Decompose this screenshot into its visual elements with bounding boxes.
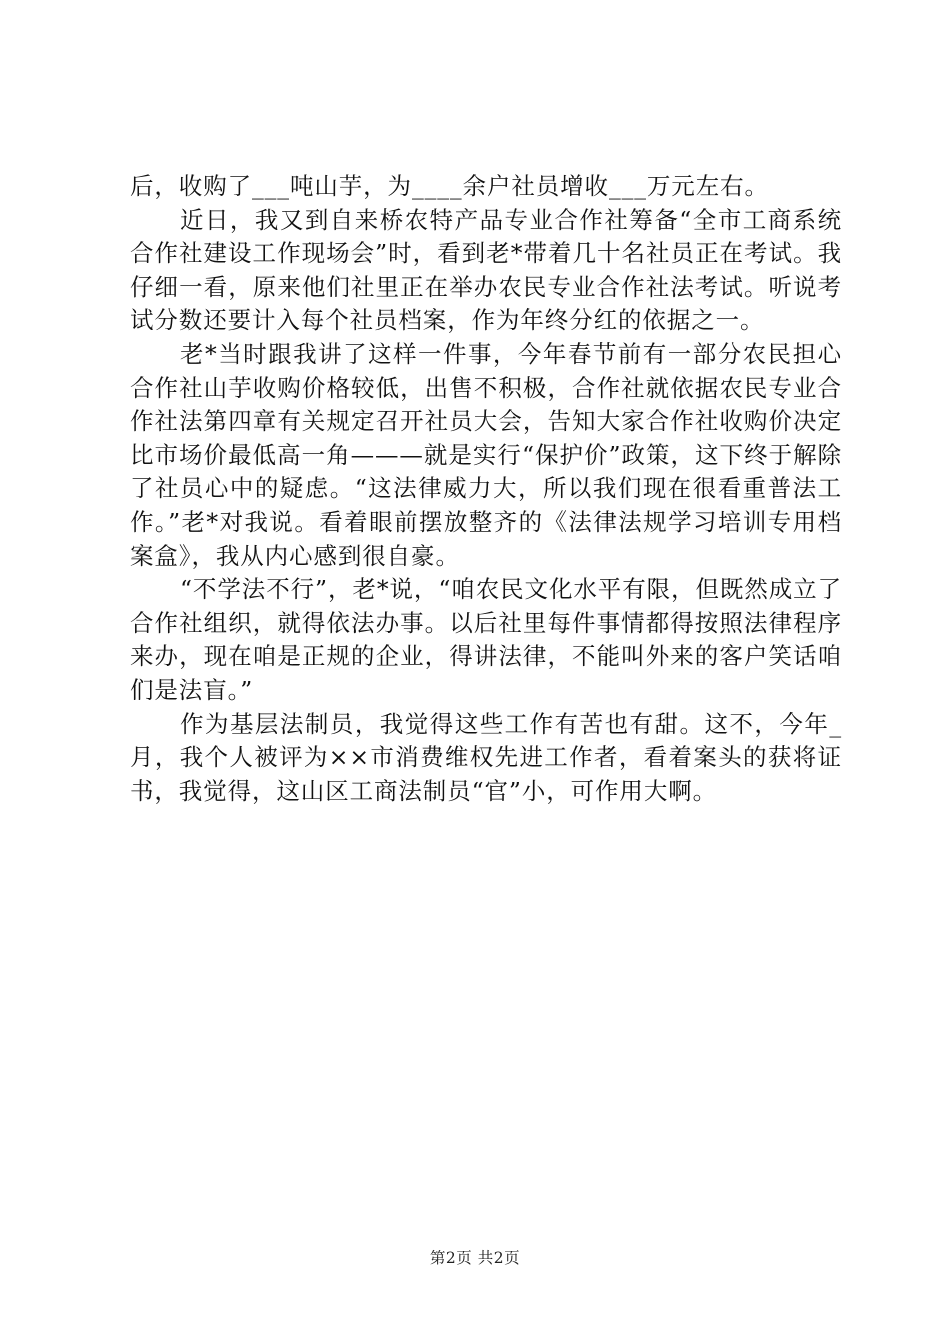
page-number-label: 第2页 共2页 bbox=[429, 1249, 521, 1267]
paragraph-protection-price: 老*当时跟我讲了这样一件事，今年春节前有一部分农民担心合作社山芋收购价格较低，出售不积极，合作社就依据农民专业合作社法第四章有关规定召开社员大会，告知大家合作社收购价决定比市场价最低高一角———就是实行“保护价”政策，这下终于解除了社员心中的疑虑。“这法律威力大，所以我们现在很看重普法工作。”老*对我说。看着眼前摆放整齐的《法律法规学习培训专用档案盒》，我从内心感到很自豪。 bbox=[130, 339, 842, 570]
page-footer bbox=[0, 1246, 950, 1268]
paragraph-exam-visit: 近日，我又到自来桥农特产品专业合作社筹备“全市工商系统合作社建设工作现场会”时，看到老*带着几十名社员正在考试。我仔细一看，原来他们社里正在举办农民专业合作社法考试。听说考试分数还要计入每个社员档案，作为年终分红的依据之一。 bbox=[130, 205, 842, 335]
document-body bbox=[130, 170, 842, 808]
paragraph-closing-reflection: 作为基层法制员，我觉得这些工作有苦也有甜。这不，今年_月，我个人被评为××市消费维权先进工作者，看着案头的获将证书，我觉得，这山区工商法制员“官”小，可作用大啊。 bbox=[130, 709, 842, 805]
paragraph-continuation: 后，收购了___吨山芋，为____余户社员增收___万元左右。 bbox=[130, 172, 769, 200]
paragraph-learn-law-quote: “不学法不行”，老*说，“咱农民文化水平有限，但既然成立了合作社组织，就得依法办事。以后社里每件事情都得按照法律程序来办，现在咱是正规的企业，得讲法律，不能叫外来的客户笑话咱们是法盲。” bbox=[130, 575, 842, 704]
